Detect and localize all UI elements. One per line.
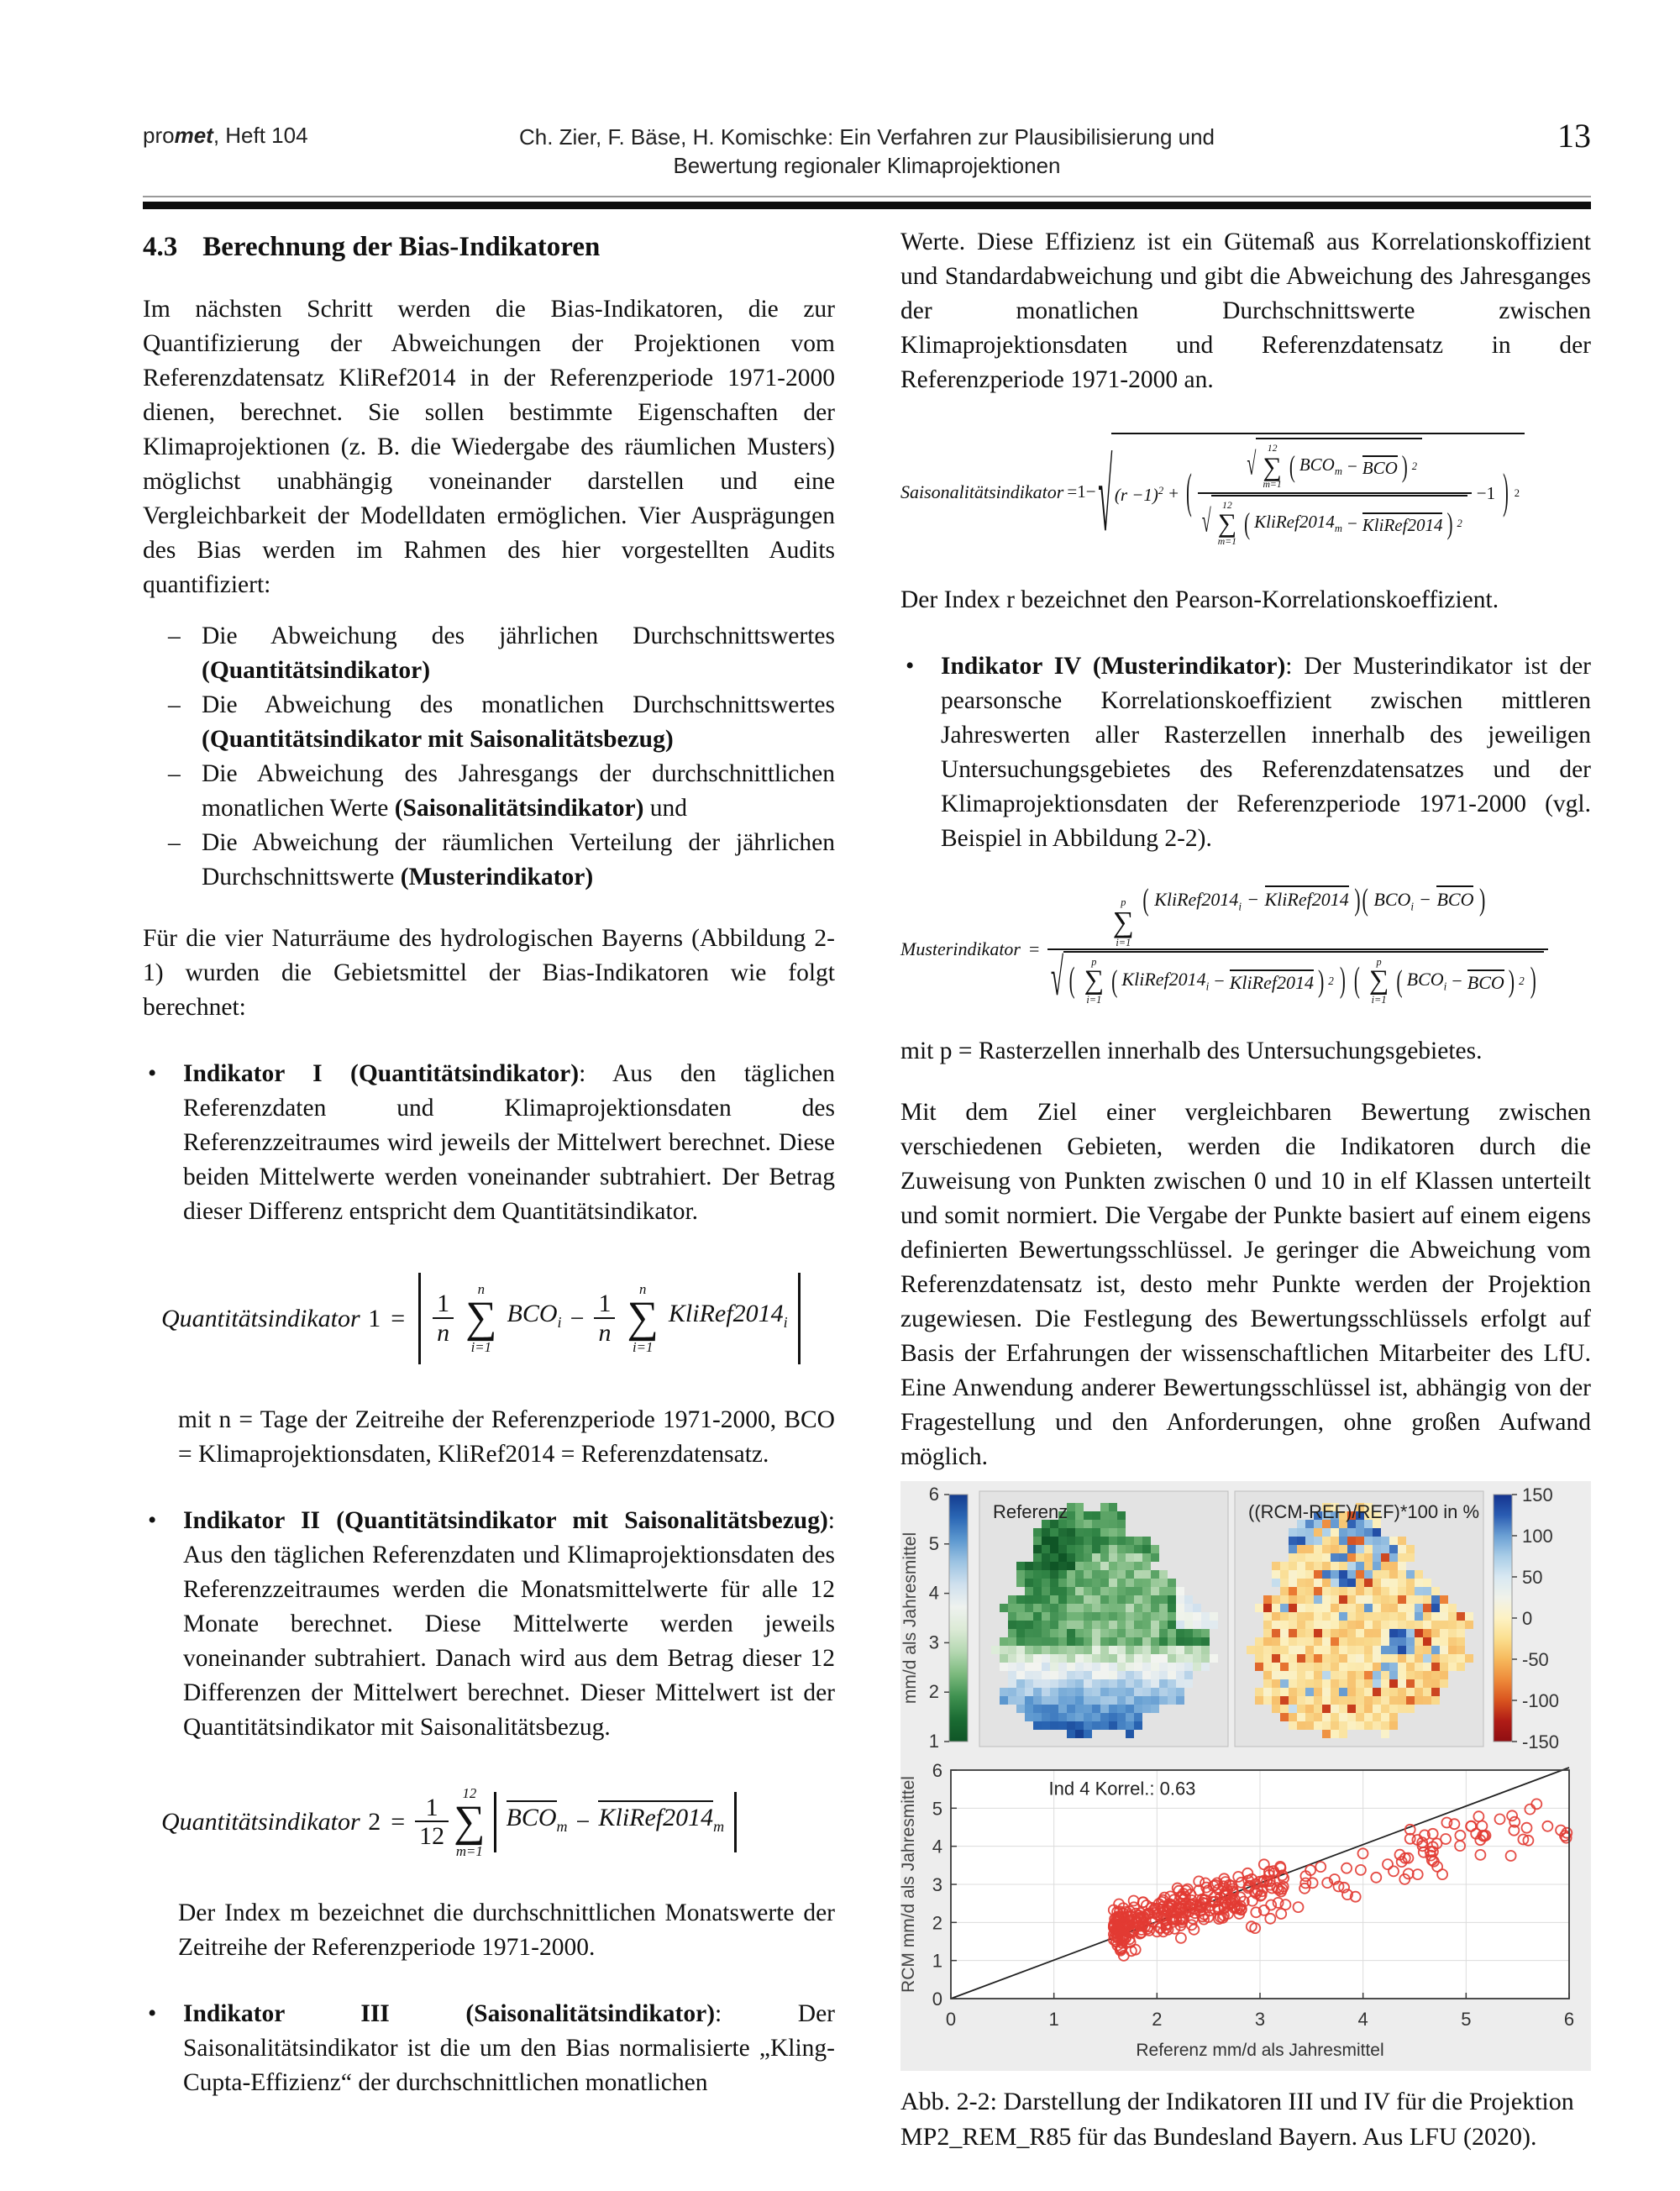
absolute-value-group: $BCO_m$ − $KliRef2014_m$ [494,1792,738,1852]
colorbar-left-tick: 2 [928,1681,939,1703]
scatter-xtick: 6 [1563,2009,1575,2031]
scatter-xtick: 5 [1461,2009,1472,2031]
list-item: – Die Abweichung des Jahresgangs der durchschnittlichen monatlichen Werte (Saisonalitätsindikator) und [168,757,835,826]
paragraph: Für die vier Naturräume des hydrologischen Bayerns (Abbildung 2-1) wurden die Gebietsmittel der Bias-Indikatoren wie folgt berechnet: [143,925,835,1021]
colorbar-left-tick: 6 [928,1484,939,1505]
scatter-xtick: 2 [1152,2009,1163,2031]
header-rule-thick [143,202,1591,209]
colorbar-left-tick: 4 [928,1582,939,1604]
scatter-xtick: 0 [945,2009,957,2031]
colorbar-right-tick: -150 [1522,1731,1560,1753]
scatter-ytick: 3 [932,1874,942,1896]
bullet-marker: • [148,1060,157,1087]
figure-abb-2-2 [900,1481,1591,2071]
scatter-xlabel: Referenz mm/d als Jahresmittel [1136,2041,1384,2061]
header-rule-thin [143,196,1591,197]
absolute-value-group: $\frac{1}{n}$ n ∑ i=1 $BCO_i$ − $\frac{1}{n}$ n ∑ i=1 $KliRef2014_i$ [418,1273,800,1364]
bullet-indikator-1: • Indikator I (Quantitätsindikator): Aus den täglichen Referenzdaten und Klimaprojektionsdaten des Referenzzeitraumes wird jeweils der Mittelwert berechnet. Diese beiden Mittelwerte werden voneinander subtrahiert. Der Betrag dieser Differenz entspricht dem Quantitätsindikator. [143,1057,835,1229]
formula-note-n: mit n = Tage der Zeitreihe der Referenzperiode 1971-2000, BCO = Klimaprojektionsdaten, KliRef2014 = Referenzdatensatz. [178,1405,835,1468]
page-number: 13 [1557,117,1591,155]
formula-quantitaetsindikator-1: Quantitätsindikator 1 = $\frac{1}{n}$ n ∑ i=1 $BCO_i$ − $\frac{1}{n}$ n ∑ i=1 $KliRef2014_i$ [143,1273,835,1364]
page-header [143,116,1591,192]
colorbar-right-tick: 150 [1522,1484,1553,1506]
bullet-marker: • [906,652,915,680]
scatter-ytick: 4 [932,1836,942,1857]
paragraph: Im nächsten Schritt werden die Bias-Indikatoren, die zur Quantifizierung der Abweichungen der Projektionen vom Referenzdatensatz KliRef2014 in der Referenzperiode 1971-2000 dienen, berechnet. Sie sollen bestimmte Eigenschaften der Klimaprojektionen (z. B. die Wiedergabe des räumlichen Musters) möglichst unabhängig voneinander darstellen und eine Vergleichbarkeit der Modelldaten ermöglichen. Vier Ausprägungen des Bias werden im Rahmen des hier vorgestellten Audits quantifiziert: [143,296,835,598]
colorbar-right [1494,1495,1512,1742]
list-item: – Die Abweichung des jährlichen Durchschnittswertes (Quantitätsindikator) [168,619,835,688]
summation: n ∑ i=1 [627,1281,659,1356]
paragraph: Der Index r bezeichnet den Pearson-Korrelationskoeffizient. [900,586,1499,613]
colorbar-left [949,1495,968,1742]
bullet-indikator-3: • Indikator III (Saisonalitätsindikator): Der Saisonalitätsindikator ist die um den Bias normalisierte „Kling-Cupta-Effizienz“ der durchschnittlichen monatlichen [143,1997,835,2100]
summation: 12 ∑ m=1 [454,1784,486,1859]
scatter-xtick: 4 [1357,2009,1368,2031]
running-title-line1: Ch. Zier, F. Bäse, H. Komischke: Ein Verfahren zur Plausibilisierung und [518,124,1215,150]
summation: n ∑ i=1 [465,1281,497,1356]
journal-name [143,123,308,149]
section-heading [143,230,835,264]
radical: √ 12 ∑ m=1 ( $KliRef2014_m$ − KliRef2014 ) 2 [1202,495,1467,549]
bullet-indikator-2: • Indikator II (Quantitätsindikator mit Saisonalitätsbezug): Aus den täglichen Referenzdaten und Klimaprojektionsdaten des Referenzzeitraumes werden die Monatsmittelwerte für alle 12 Monate berechnet. Diese Mittelwerte werden jeweils voneinander subtrahiert. Danach wird aus dem Betrag dieser 12 Differenzen der Mittelwert berechnet. Dieser Mittelwert ist der Quantitätsindikator mit Saisonalitätsbezug. [143,1504,835,1745]
colorbar-left-tick: 5 [928,1533,939,1555]
list-item: – Die Abweichung der räumlichen Verteilung der jährlichen Durchschnittswerte (Musterindikator) [168,826,835,895]
section-number: 4.3 [143,232,178,262]
journal-bold: met [174,123,213,148]
dash-marker: – [168,623,181,649]
journal-issue: , Heft 104 [213,123,308,148]
journal-prefix: pro [143,123,175,148]
radical: √ ( p ∑ i=1 ( $KliRef2014_i$ − KliRef2014 ) 2 ) ( p ∑ i=1 ( $BCO_i$ − BCO ) 2 ) [1052,951,1543,1008]
scatter-ylabel: RCM mm/d als Jahresmittel [900,1776,918,1994]
figure-caption: Abb. 2-2: Darstellung der Indikatoren III und IV für die Projektion MP2_REM_R85 für das Bundesland Bayern. Aus LFU (2020). [900,2088,1574,2152]
scatter-ytick: 2 [932,1912,942,1934]
bullet-indikator-4: • Indikator IV (Musterindikator): Der Musterindikator ist der pearsonsche Korrelationskoeffizient zwischen mittleren Jahreswerten aller Rasterzellen innerhalb des jeweiligen Untersuchungsgebietes des Referenzdatensatzes und der Klimaprojektionsdaten der Referenzperiode 1971-2000 (vgl. Beispiel in Abbildung 2-2). [900,649,1591,856]
formula-musterindikator: Musterindikator = p ∑ i=1 ( $KliRef2014_i$ − KliRef2014 )( $BCO_i$ − BCO ) √ ( p ∑ i=1 ( $KliRef2014_i$ − KliRef2014 ) 2 ) ( p ∑ i=1 ( $BCO_i$ − BCO ) 2 ) [900,890,1591,1007]
left-column [143,225,835,2100]
colorbar-right-tick: -100 [1522,1690,1560,1712]
bullet-marker: • [148,2000,157,2027]
list-item: – Die Abweichung des monatlichen Durchschnittswertes (Quantitätsindikator mit Saisonalitätsbezug) [168,688,835,757]
scatter-annotation: Ind 4 Korrel.: 0.63 [1048,1778,1196,1800]
dash-marker: – [168,760,181,787]
right-column [900,225,1591,2155]
scatter-xtick: 1 [1048,2009,1059,2031]
formula-note-p: mit p = Rasterzellen innerhalb des Untersuchungsgebietes. [900,1038,1483,1065]
section-title: Berechnung der Bias-Indikatoren [202,232,601,262]
bullet-marker: • [148,1506,157,1534]
scatter-ytick: 0 [932,1989,942,2010]
scatter-ytick: 5 [932,1798,942,1820]
paragraph: Werte. Diese Effizienz ist ein Gütemaß aus Korrelationskoffizient und Standardabweichung und gibt die Abweichung des Jahresganges der monatlichen Durchschnittswerte zwischen Klimaprojektionsdaten und Referenzdatensatz in der Referenzperiode 1971-2000 an. [900,229,1591,393]
scatter-ytick: 1 [932,1950,942,1972]
running-title [363,123,1371,180]
colorbar-left-tick: 3 [928,1631,939,1653]
map-title: Referenz [993,1501,1068,1523]
dash-marker: – [168,829,181,856]
colorbar-left-label: mm/d als Jahresmittel [900,1532,920,1705]
scatter-ytick: 6 [932,1760,942,1782]
formula-note-m: Der Index m bezeichnet die durchschnittlichen Monatswerte der Zeitreihe der Referenzperiode 1971-2000. [178,1899,835,1961]
paragraph: Mit dem Ziel einer vergleichbaren Bewertung zwischen verschiedenen Gebieten, werden die Indikatoren durch die Zuweisung von Punkten zwischen 0 und 10 in elf Klassen unterteilt und somit normiert. Die Vergabe der Punkte basiert auf einem eigens definierten Bewertungsschlüssel. Je geringer die Abweichung vom Referenzdatensatz ist, desto mehr Punkte werden der Projektion zugewiesen. Die Festlegung des Bewertungsschlüssels erfolgt auf Basis der Erfahrungen der wissenschaftlichen Mitarbeiter des LfU. Eine Anwendung anderer Bewertungsschlüssel ist, abhängig von der Fragestellung und den Anforderungen, ohne großen Aufwand möglich. [900,1099,1591,1471]
map-title: ((RCM-REF)/REF)*100 in % [1248,1501,1480,1523]
colorbar-right-tick: 100 [1522,1526,1553,1547]
running-title-line2: Bewertung regionaler Klimaprojektionen [673,153,1061,178]
dash-marker: – [168,691,181,718]
colorbar-left-tick: 1 [928,1731,939,1752]
radical: √ 12 ∑ m=1 ( $BCO_m$ − BCO ) 2 [1247,438,1422,492]
indicator-list [168,619,835,895]
formula-saisonalitaetsindikator: Saisonalitätsindikator =1− √ $(r -1)^2$ + ( √ 12 ∑ m=1 ( $BCO_m$ − BCO ) 2 √ 12 ∑ m=1 ( $KliRef2014_m$ − KliRef2014 ) 2 −1 ) 2 [900,433,1591,551]
colorbar-right-tick: 50 [1522,1567,1543,1589]
radical: √ $(r -1)^2$ + ( √ 12 ∑ m=1 ( $BCO_m$ − BCO ) 2 √ 12 ∑ m=1 ( $KliRef2014_m$ − KliRef2014 ) 2 −1 ) 2 [1100,433,1525,551]
formula-quantitaetsindikator-2: Quantitätsindikator 2 = $\frac{1}{12}$ 12 ∑ m=1 $BCO_m$ − $KliRef2014_m$ [143,1785,835,1860]
colorbar-right-tick: 0 [1522,1608,1533,1630]
colorbar-right-tick: -50 [1522,1649,1549,1671]
scatter-xtick: 3 [1254,2009,1266,2031]
